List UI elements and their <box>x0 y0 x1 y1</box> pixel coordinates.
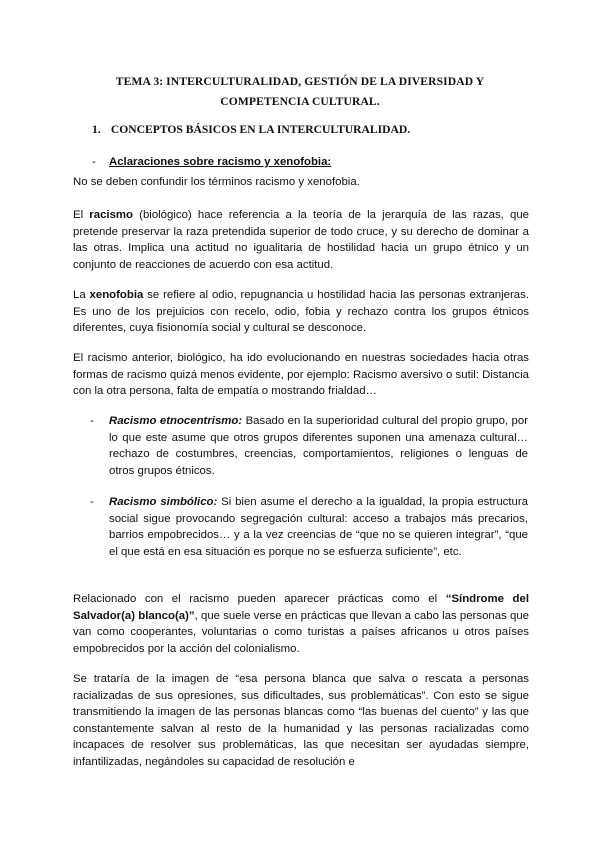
salvador-pre: Relacionado con el racismo pueden aparecer prácticas como el <box>73 593 446 605</box>
bullet-body: Basado en la superioridad cultural del propio grupo, por lo que este asume que otros grupos diferentes suponen una amenaza cultural… rechazo de costumbres, creencias, comportamientos, religiones o lenguas de otros grupos étnicos. <box>109 415 528 477</box>
bullet-item <box>90 494 528 560</box>
salvador-paragraph <box>73 591 529 657</box>
salvador-term: “Síndrome del Salvador(a) blanco(a)” <box>73 593 529 622</box>
salvador-text: , que suele verse en prácticas que llevan a cabo las personas que van como cooperantes, voluntarias o como turistas a países africanos u otros países empobrecidos por la acción del colonialismo. <box>73 609 529 655</box>
bullet-item <box>90 413 528 479</box>
page-title <box>70 72 530 112</box>
racismo-pre: El <box>73 209 90 221</box>
bullet-term: Racismo etnocentrismo: <box>109 415 243 427</box>
evolucion-paragraph: El racismo anterior, biológico, ha ido evolucionando en nuestras sociedades hacia otras formas de racismo quizá menos evidente, por ejemplo: Racismo aversivo o sutil: Distancia con la otra persona, falta de empatía o mostrando frialdad… <box>73 352 529 397</box>
xenofobia-paragraph <box>73 287 529 337</box>
section-number: 1. <box>92 123 101 136</box>
xenofobia-term: xenofobia <box>89 289 144 301</box>
bullet-text <box>109 494 528 560</box>
intro-paragraph: No se deben confundir los términos racismo y xenofobia. <box>73 176 360 188</box>
subsection-title: Aclaraciones sobre racismo y xenofobia: <box>109 156 332 168</box>
bullet-dash: - <box>90 496 94 508</box>
xenofobia-pre: La <box>73 289 90 301</box>
racismo-paragraph <box>73 207 529 273</box>
section-heading <box>92 123 410 136</box>
section-title: CONCEPTOS BÁSICOS EN LA INTERCULTURALIDAD. <box>110 123 411 136</box>
title-line-2: COMPETENCIA CULTURAL. <box>220 95 380 108</box>
racismo-text: (biológico) hace referencia a la teoría de la jerarquía de las razas, que pretende preservar la raza pretendida superior de todo cruce, y su derecho de dominar a las otras. Implica una actitud no igualitaria de hostilidad hacia un grupo étnico y un conjunto de reacciones de acuerdo con esa actitud. <box>73 209 529 271</box>
imagen-paragraph: Se trataría de la imagen de “esa persona blanca que salva o rescata a personas racializadas de sus opresiones, sus dificultades, sus problemáticas”. Con esto se sigue transmitiendo la imagen de las personas blancas como “las buenas del cuento” y las que constantemente salvan al resto de la humanidad y las personas racializadas como incapaces de resolver sus problemáticas, las que necesitan ser ayudadas siempre, infantilizadas, negándoles su capacidad de resolución e <box>73 673 529 768</box>
title-line-1: TEMA 3: INTERCULTURALIDAD, GESTIÓN DE LA DIVERSIDAD Y <box>115 75 485 88</box>
bullet-text <box>109 413 528 479</box>
xenofobia-text: se refiere al odio, repugnancia u hostilidad hacia las personas extranjeras. Es uno de los prejuicios con recelo, odio, fobia y rechazo contra los grupos étnicos diferentes, cuya fisionomía social y cultural se desconoce. <box>73 289 529 334</box>
bullet-term: Racismo simbólico: <box>109 496 218 508</box>
subsection-heading <box>92 156 331 168</box>
bullet-body: Si bien asume el derecho a la igualdad, la propia estructura social sigue provocando segregación cultural: acceso a trabajos más precarios, barrios empobrecidos… y a la vez creencias de “que no se quieren integrar”, “que el que está en esa situación es porque no se esfuerza suficiente”, etc. <box>109 496 528 558</box>
racismo-term: racismo <box>89 209 133 221</box>
bullet-dash: - <box>90 415 94 427</box>
subsection-dash: - <box>92 156 96 168</box>
